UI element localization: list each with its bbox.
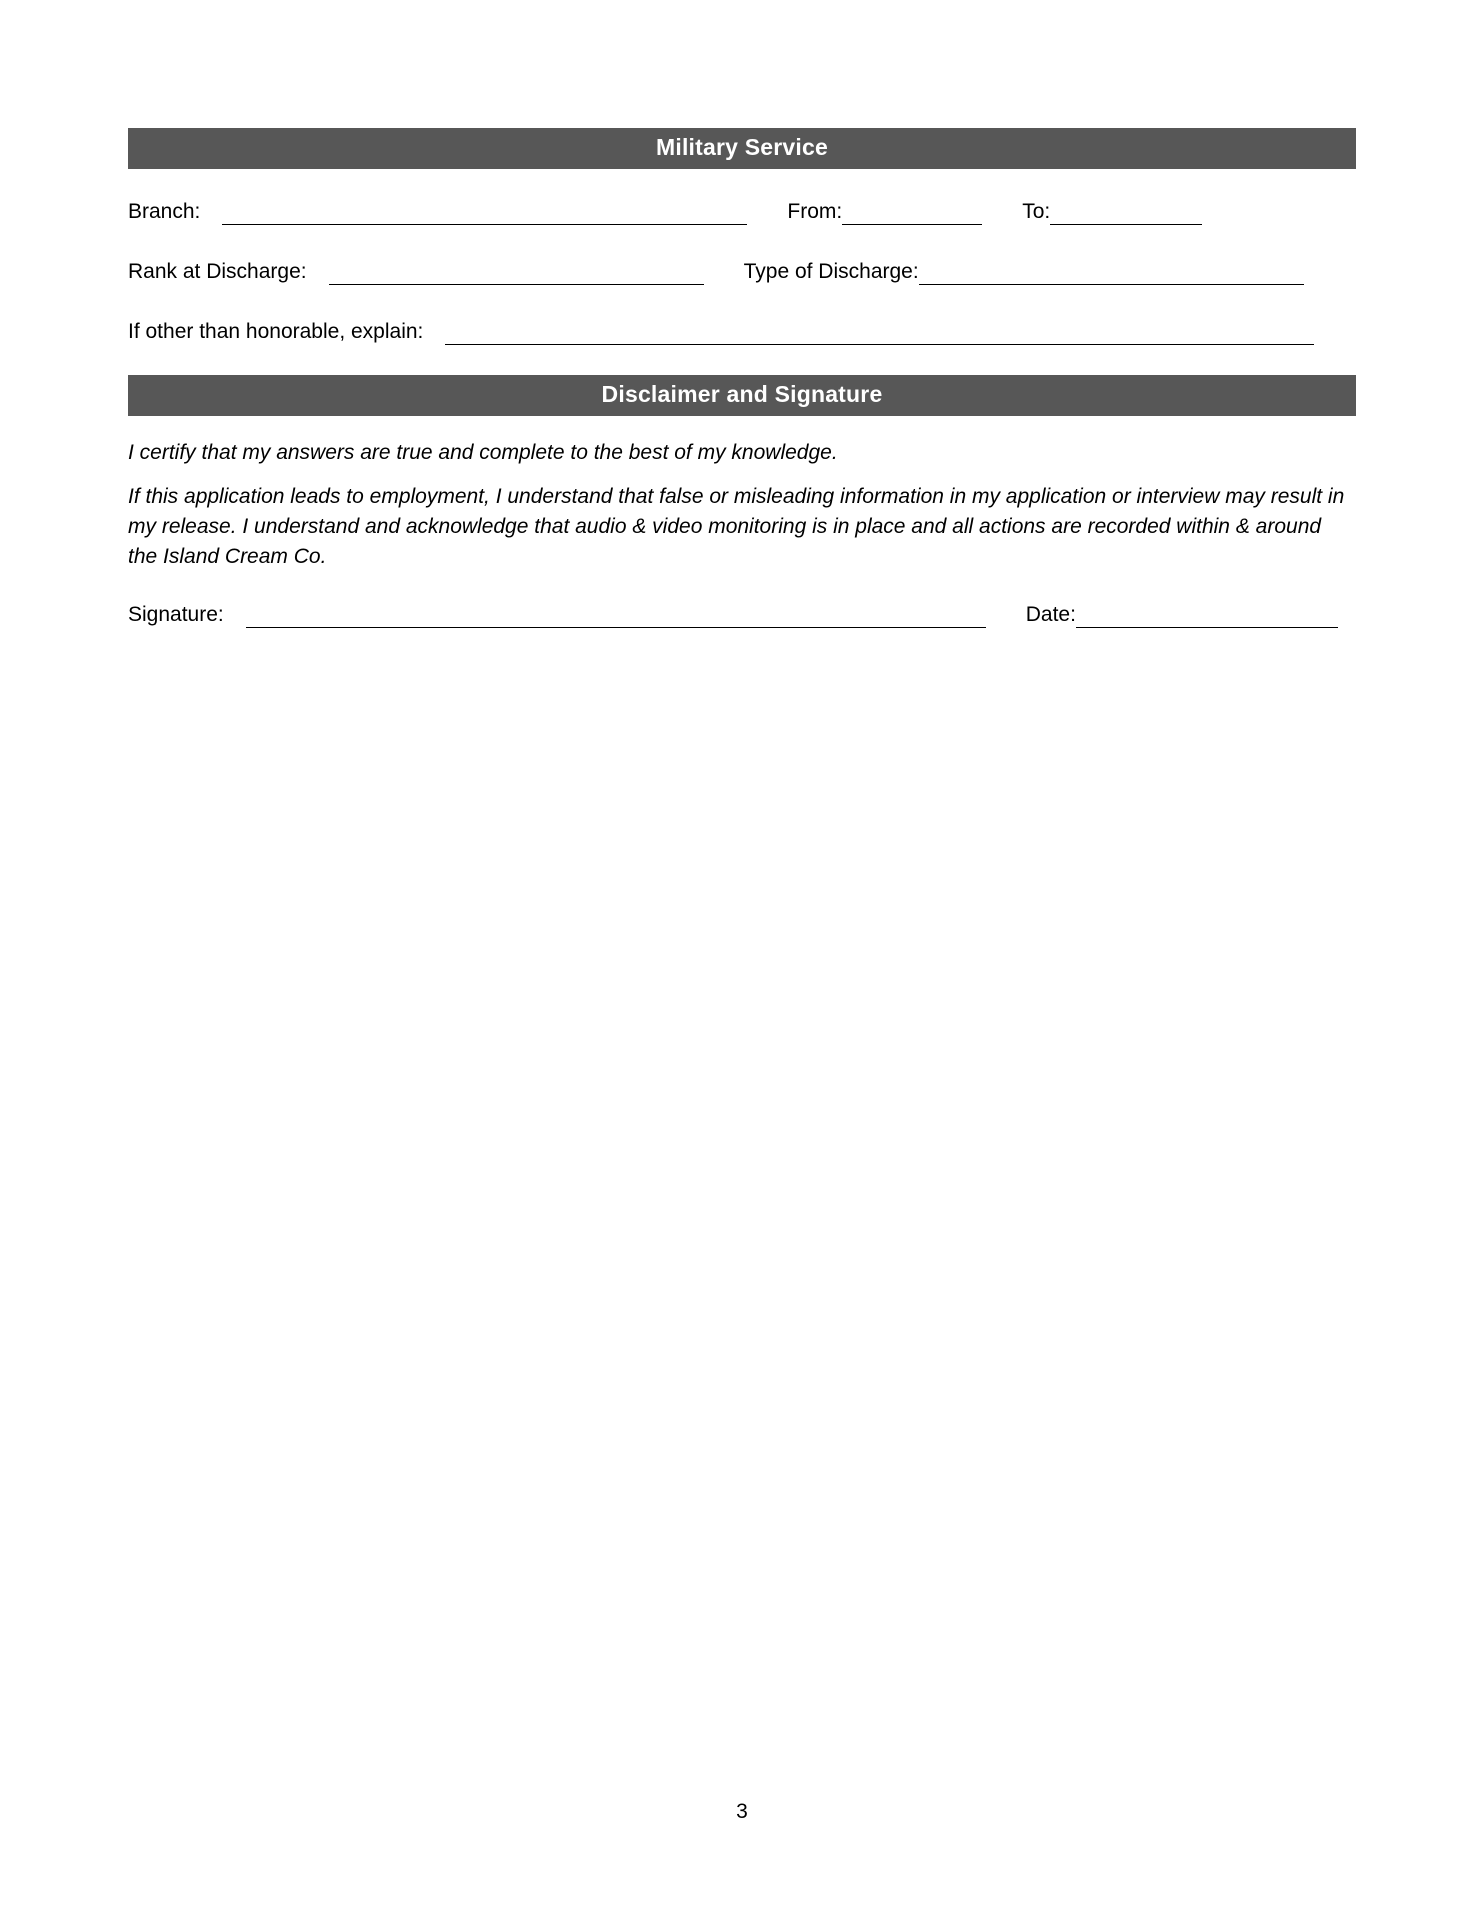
signature-input[interactable]	[246, 603, 986, 628]
spacer	[128, 468, 1356, 482]
other-than-honorable-label: If other than honorable, explain:	[128, 320, 424, 343]
spacer	[128, 285, 1356, 319]
to-input[interactable]	[1050, 200, 1202, 225]
page-number: 3	[736, 1800, 748, 1823]
from-input[interactable]	[842, 200, 982, 225]
spacer	[128, 345, 1356, 375]
section-header-disclaimer-and-signature: Disclaimer and Signature	[128, 375, 1356, 416]
rank-at-discharge-label: Rank at Discharge:	[128, 260, 307, 283]
branch-row	[128, 199, 1356, 225]
spacer	[128, 416, 1356, 438]
rank-row	[128, 259, 1356, 285]
section-header-military-service: Military Service	[128, 128, 1356, 169]
page-content	[128, 128, 1356, 628]
disclaimer-paragraph-2: If this application leads to employment, I understand that false or misleading information in my application or interview may result in my release. I understand and acknowledge that audio & video monitoring is in place and all actions are recorded within & around the Island Cream Co.	[128, 485, 1345, 568]
signature-label: Signature:	[128, 603, 224, 626]
type-of-discharge-input[interactable]	[919, 260, 1304, 285]
branch-input[interactable]	[222, 200, 747, 225]
branch-label: Branch:	[128, 200, 201, 223]
type-of-discharge-label: Type of Discharge:	[743, 260, 919, 283]
other-than-honorable-input[interactable]	[445, 320, 1314, 345]
spacer	[128, 572, 1356, 602]
date-input[interactable]	[1076, 603, 1338, 628]
other-than-honorable-row	[128, 319, 1356, 345]
date-label: Date:	[1025, 603, 1076, 626]
signature-row	[128, 602, 1356, 628]
disclaimer-paragraph-1: I certify that my answers are true and complete to the best of my knowledge.	[128, 441, 838, 464]
from-label: From:	[787, 200, 843, 223]
spacer	[128, 169, 1356, 199]
to-label: To:	[1022, 200, 1051, 223]
spacer	[128, 225, 1356, 259]
rank-at-discharge-input[interactable]	[329, 260, 704, 285]
